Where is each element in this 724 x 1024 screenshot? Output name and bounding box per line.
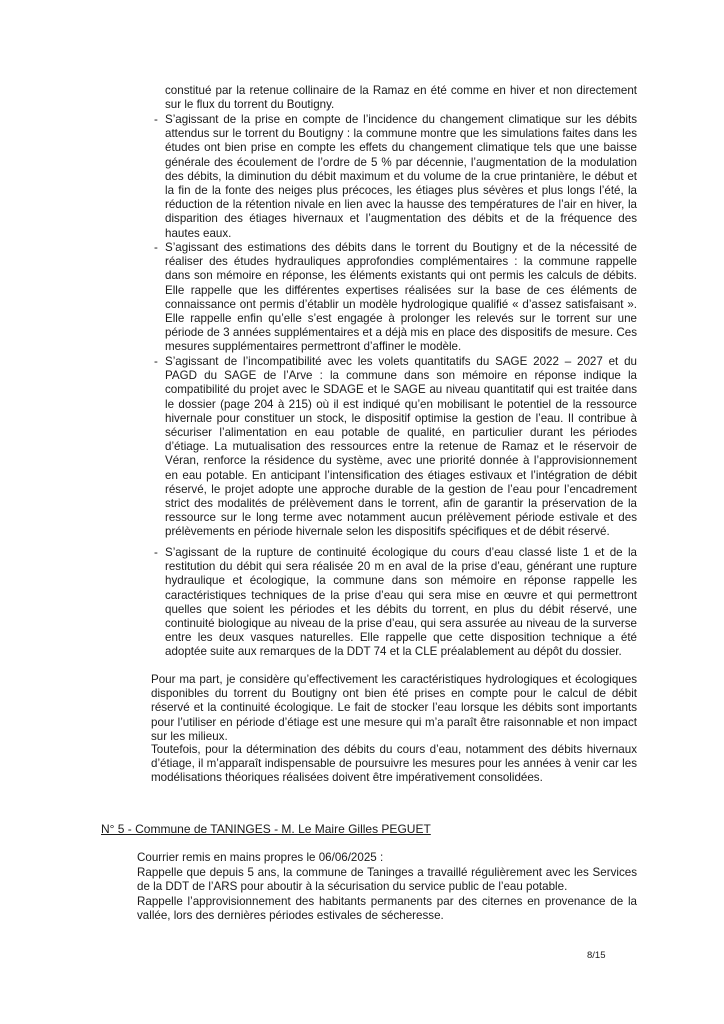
bullet-dash: - [154, 241, 158, 254]
bullet-text-continuite: S’agissant de la rupture de continuité écologique du cours d’eau classé liste 1 et de la restitution du débit qui sera réalisée 20 m en aval de la prise d’eau, générant une rupture hydraulique et écologique, la commune dans son mémoire en réponse rappelle les caractéristiques techniques de la prise d’eau qui sera mise en œuvre et qui permettront quelles que soient les périodes et les débits du torrent, en plus du débit réservé, une continuité biologique au niveau de la prise d’eau, qui sera assurée au niveau de la surverse entre les deux vasques naturelles. Elle rappelle que cette disposition technique a été adoptée suite aux remarques de la DDT 74 et la CLE préalablement au dépôt du dossier. [165, 546, 637, 659]
list-item [154, 546, 637, 660]
bullet-dash: - [154, 355, 158, 368]
list-item [154, 241, 637, 355]
page-number: 8/15 [587, 950, 606, 961]
bullet-dash: - [154, 546, 158, 559]
list-item [154, 355, 637, 540]
bullet-text-climate: S’agissant de la prise en compte de l’incidence du changement climatique sur les débits attendus sur le torrent du Boutigny : la commune montre que les simulations faites dans les études ont bien prise en compte les effets du changement climatique tels que une baisse générale des écoulement de l’ordre de 5 % par décennie, l’augmentation de la modulation des débits, la diminution du débit maximum et du volume de la crue printanière, le début et la fin de la fonte des neiges plus précoces, les étiages plus sévères et plus longs l’été, la réduction de la rétention nivale en lien avec la hausse des températures de l’air en hiver, la disparition des étiages hivernaux et l’augmentation des débits et de la fréquence des hautes eaux. [165, 113, 637, 240]
continuation-paragraph: constitué par la retenue collinaire de la Ramaz en été comme en hiver et non directement sur le flux du torrent du Boutigny. [165, 84, 637, 112]
list-item [154, 113, 637, 241]
section-heading: N° 5 - Commune de TANINGES - M. Le Maire Gilles PEGUET [101, 822, 431, 836]
courrier-line: Courrier remis en mains propres le 06/06/2025 : [137, 851, 384, 864]
courrier-paragraph-2: Rappelle l’approvisionnement des habitants permanents par des citernes en provenance de la vallée, lors des dernières périodes estivales de sécheresse. [137, 895, 637, 923]
courrier-paragraph-1: Rappelle que depuis 5 ans, la commune de Taninges a travaillé régulièrement avec les Services de la DDT de l’ARS pour aboutir à la sécurisation du service public de l’eau potable. [137, 866, 637, 894]
bullet-text-sage: S’agissant de l’incompatibilité avec les volets quantitatifs du SAGE 2022 – 2027 et du PAGD du SAGE de l’Arve : la commune dans son mémoire en réponse indique la compatibilité du projet avec le SDAGE et le SAGE au niveau quantitatif qui est traitée dans le dossier (page 204 à 215) où il est indiqué qu’en mobilisant le potentiel de la ressource hivernale pour constituer un stock, le dispositif optimise la gestion de l’eau. Il contribue à sécuriser l’alimentation en eau potable de qualité, en particulier durant les périodes d’étiage. La mutualisation des ressources entre la retenue de Ramaz et le réservoir de Véran, renforce la résidence du système, avec une priorité donnée à l’approvisionnement en eau potable. En anticipant l’intensification des étiages estivaux et l’intégration de débit réservé, le projet adopte une approche durable de la gestion de l’eau pour l’encadrement strict des modalités de prélèvement dans le torrent, afin de garantir la préservation de la ressource sur le long terme avec notamment aucun prélèvement période estivale et des prélèvements en période hivernale selon les dispositifs spécifiques et de débit réservé. [165, 355, 637, 539]
bullet-dash: - [154, 113, 158, 126]
bullet-text-debits: S’agissant des estimations des débits dans le torrent du Boutigny et de la nécessité de réaliser des études hydrauliques approfondies complémentaires : la commune rappelle dans son mémoire en réponse, les éléments existants qui ont permis les calculs de débits. Elle rappelle que les différentes expertises réalisées sur la base de ces éléments de connaissance ont permis d’établir un modèle hydrologique qualifié « d’assez satisfaisant ». Elle rappelle enfin qu’elle s’est engagée à prolonger les relevés sur le torrent sur une période de 3 années supplémentaires et a déjà mis en place des dispositifs de mesure. Ces mesures supplémentaires permettront d’affiner le modèle. [165, 241, 637, 354]
opinion-paragraph-1: Pour ma part, je considère qu’effectivement les caractéristiques hydrologiques et écologiques disponibles du torrent du Boutigny ont bien été prises en compte pour le calcul de débit réservé et la continuité écologique. Le fait de stocker l’eau lorsque les débits sont importants pour l’utiliser en période d’étiage est une mesure qui m’a paraît être raisonnable et non impact sur les milieux. [151, 673, 637, 743]
opinion-paragraph-2: Toutefois, pour la détermination des débits du cours d’eau, notamment des débits hivernaux d’étiage, il m’apparaît indispensable de poursuivre les mesures pour les années à venir car les modélisations théoriques réalisées doivent être impérativement consolidées. [151, 743, 637, 785]
